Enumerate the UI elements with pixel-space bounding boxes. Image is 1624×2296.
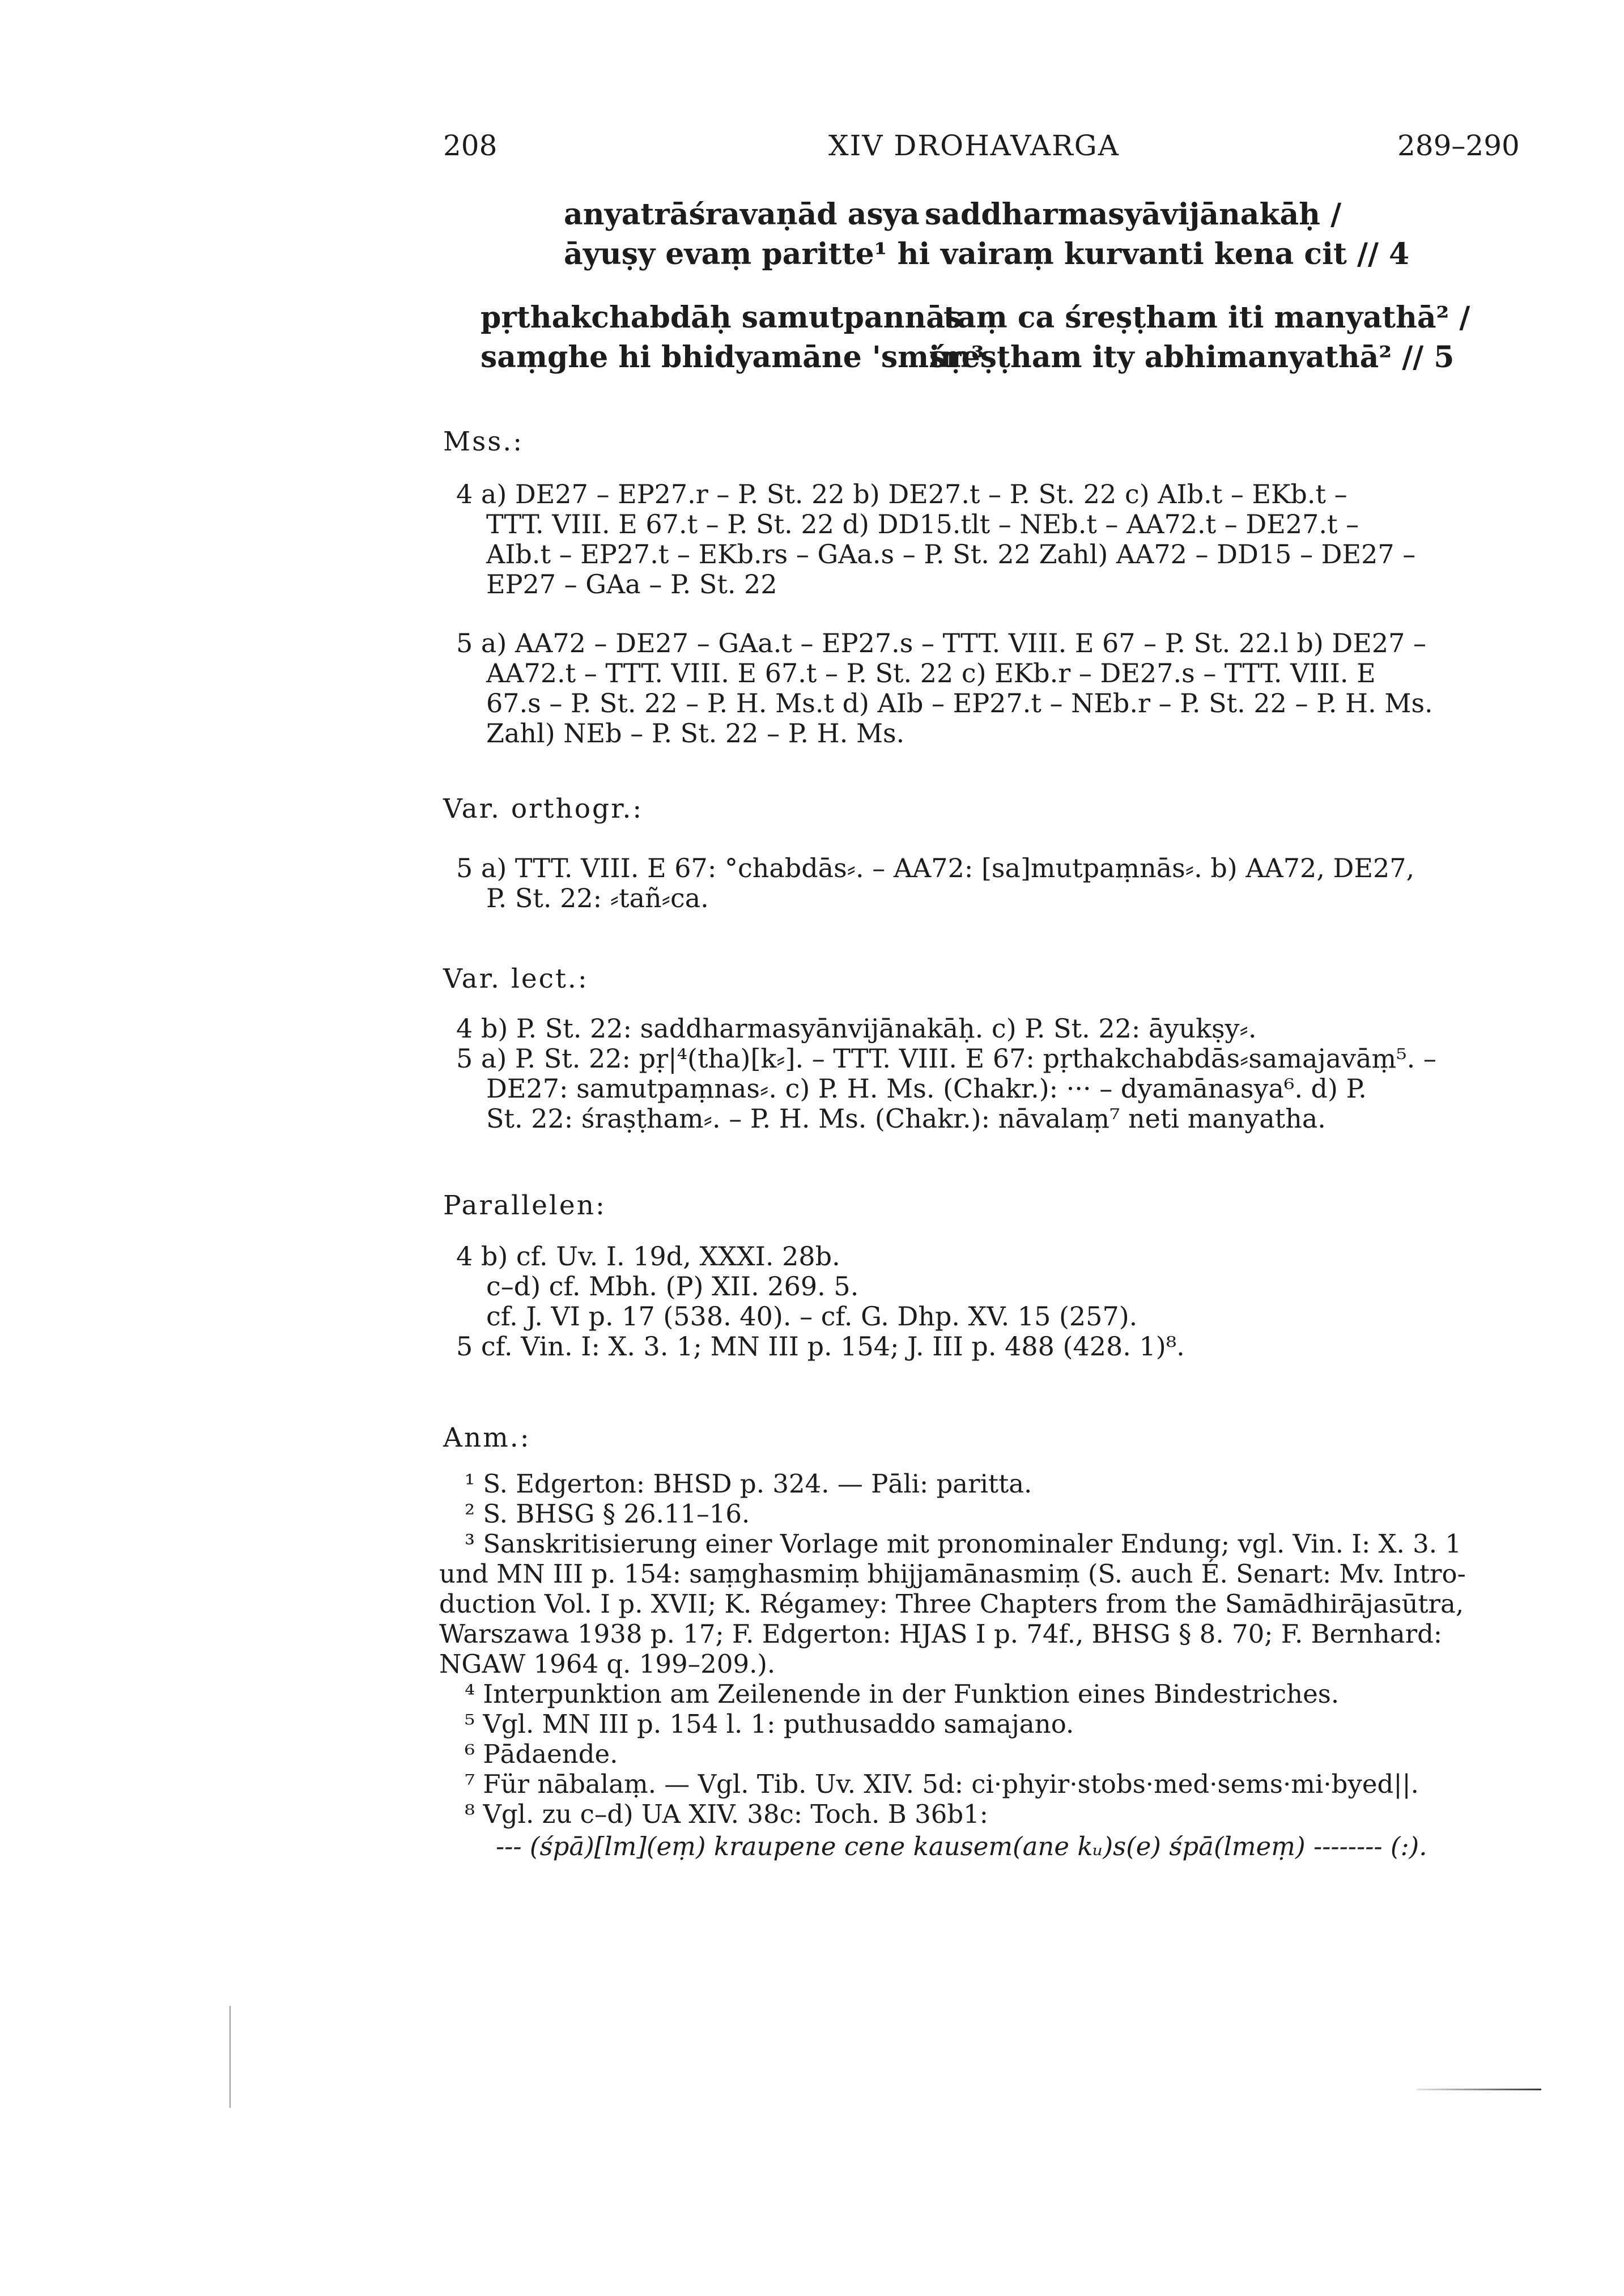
var-lect-line: 4 b) P. St. 22: saddharmasyānvijānakāḥ. c) P. St. 22: āyukṣy⸗. — [456, 1013, 1257, 1044]
footnote: ⁷ Für nābalaṃ. — Vgl. Tib. Uv. XIV. 5d: ci·phyir·stobs·med·sems·mi·byed||. — [465, 1769, 1419, 1799]
verse-4-line-c: āyuṣy evaṃ paritte¹ hi — [564, 237, 930, 271]
footnote: duction Vol. I p. XVII; K. Régamey: Three Chapters from the Samādhirājasūtra, — [439, 1589, 1464, 1619]
footnote-tocharian-line: --- (śpā)[lm](eṃ) kraupene cene kausem(ane kᵤ)s(e) śpā(lmeṃ) -------- (:). — [496, 1831, 1427, 1861]
mss-line: TTT. VIII. E 67.t – P. St. 22 d) DD15.tlt – NEb.t – AA72.t – DE27.t – — [486, 509, 1359, 539]
scan-edge-mark — [1417, 2089, 1541, 2090]
footnote: ³ Sanskritisierung einer Vorlage mit pronominaler Endung; vgl. Vin. I: X. 3. 1 — [465, 1529, 1461, 1559]
verse-4-line-a: anyatrāśravaṇād asya — [564, 197, 920, 232]
footnote: ⁶ Pādaende. — [465, 1739, 618, 1769]
footnote: und MN III p. 154: saṃghasmiṃ bhijjamānasmiṃ (S. auch É. Senart: Mv. Intro- — [439, 1559, 1466, 1589]
mss-line: 67.s – P. St. 22 – P. H. Ms.t d) AIb – EP27.t – NEb.r – P. St. 22 – P. H. Ms. — [486, 688, 1433, 718]
verse-5-line-d: śreṣṭham ity abhimanyathā² // 5 — [929, 340, 1455, 375]
var-lect-line: 5 a) P. St. 22: pṛ|⁴(tha)[k⸗]. – TTT. VIII. E 67: pṛthakchabdās⸗samajavāṃ⁵. – — [456, 1043, 1436, 1074]
var-orthogr-line: P. St. 22: ⸗tañ⸗ca. — [486, 883, 709, 913]
footnote: ⁸ Vgl. zu c–d) UA XIV. 38c: Toch. B 36b1: — [465, 1799, 988, 1829]
mss-line: EP27 – GAa – P. St. 22 — [486, 569, 777, 599]
verse-4-line-d: vairaṃ kurvanti kena cit // 4 — [941, 237, 1410, 271]
verse-4-line-b: saddharmasyāvijānakāḥ / — [925, 197, 1342, 232]
var-lect-line: DE27: samutpaṃnas⸗. c) P. H. Ms. (Chakr.): ··· – dyamānasya⁶. d) P. — [486, 1073, 1367, 1104]
mss-line: AIb.t – EP27.t – EKb.rs – GAa.s – P. St. 22 Zahl) AA72 – DD15 – DE27 – — [486, 539, 1416, 569]
var-lect-line: St. 22: śraṣṭham⸗. – P. H. Ms. (Chakr.): nāvalaṃ⁷ neti manyatha. — [486, 1103, 1326, 1134]
var-orthogr-line: 5 a) TTT. VIII. E 67: °chabdās⸗. – AA72: [sa]mutpaṃnās⸗. b) AA72, DE27, — [456, 853, 1415, 883]
verse-5-line-c: saṃghe hi bhidyamāne 'smiṃ³ — [481, 340, 984, 375]
page-number: 208 — [443, 129, 498, 162]
mss-line: 5 a) AA72 – DE27 – GAa.t – EP27.s – TTT. VIII. E 67 – P. St. 22.l b) DE27 – — [456, 628, 1427, 658]
parallelen-line: c–d) cf. Mbh. (P) XII. 269. 5. — [486, 1271, 859, 1302]
footnote: ⁴ Interpunktion am Zeilenende in der Funktion eines Bindestriches. — [465, 1679, 1340, 1709]
var-orthogr-heading: Var. orthogr.: — [443, 793, 644, 824]
verse-range: 289–290 — [1397, 129, 1520, 162]
chapter-title: XIV DROHAVARGA — [828, 129, 1120, 162]
footnote: ⁵ Vgl. MN III p. 154 l. 1: puthusaddo samajano. — [465, 1709, 1074, 1739]
footnote: NGAW 1964 q. 199–209.). — [439, 1649, 776, 1679]
parallelen-heading: Parallelen: — [443, 1190, 606, 1221]
mss-line: AA72.t – TTT. VIII. E 67.t – P. St. 22 c) EKb.r – DE27.s – TTT. VIII. E — [486, 658, 1376, 688]
parallelen-line: 5 cf. Vin. I: X. 3. 1; MN III p. 154; J. III p. 488 (428. 1)⁸. — [456, 1331, 1185, 1362]
mss-heading: Mss.: — [443, 426, 524, 457]
var-lect-heading: Var. lect.: — [443, 963, 589, 994]
verse-5-line-b: taṃ ca śreṣṭham iti manyathā² / — [943, 300, 1470, 335]
mss-line: Zahl) NEb – P. St. 22 – P. H. Ms. — [486, 718, 905, 749]
footnote: ¹ S. Edgerton: BHSD p. 324. — Pāli: paritta. — [465, 1469, 1032, 1499]
parallelen-line: 4 b) cf. Uv. I. 19d, XXXI. 28b. — [456, 1241, 840, 1272]
footnote: Warszawa 1938 p. 17; F. Edgerton: HJAS I p. 74f., BHSG § 8. 70; F. Bernhard: — [439, 1619, 1443, 1649]
scan-margin-mark — [229, 2006, 231, 2108]
mss-line: 4 a) DE27 – EP27.r – P. St. 22 b) DE27.t – P. St. 22 c) AIb.t – EKb.t – — [456, 479, 1347, 509]
verse-5-line-a: pṛthakchabdāḥ samutpannās — [481, 300, 962, 335]
parallelen-line: cf. J. VI p. 17 (538. 40). – cf. G. Dhp. XV. 15 (257). — [486, 1301, 1138, 1332]
footnote: ² S. BHSG § 26.11–16. — [465, 1499, 750, 1529]
anm-heading: Anm.: — [443, 1422, 531, 1453]
